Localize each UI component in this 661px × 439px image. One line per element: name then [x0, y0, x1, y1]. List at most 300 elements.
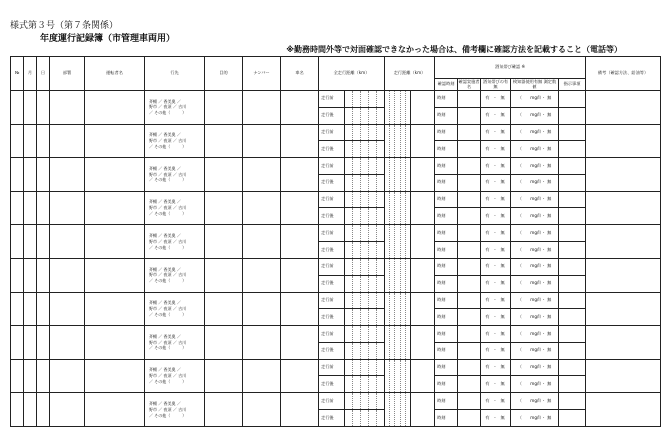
reading-return[interactable]: （ mg/l）・ 無 — [511, 174, 559, 191]
check-time-depart[interactable]: 時刻 — [435, 393, 458, 410]
odor-yes-no-return[interactable]: 有 ・ 無 — [481, 275, 511, 292]
reading-return[interactable]: （ mg/l）・ 無 — [511, 241, 559, 258]
cell-driver[interactable] — [85, 292, 145, 326]
cell-destination[interactable] — [145, 326, 205, 360]
check-time-depart[interactable]: 時刻 — [435, 158, 458, 175]
check-time-return[interactable]: 時刻 — [435, 174, 458, 191]
cell-driver[interactable] — [85, 91, 145, 125]
cell-plate[interactable] — [243, 292, 281, 326]
odometer-return-field[interactable] — [345, 141, 385, 158]
destination-line-1: 斉暢 ／ 香美奥 ／ — [149, 199, 181, 205]
cell-day[interactable] — [37, 124, 50, 158]
header-dept: 部署 — [50, 57, 85, 91]
odor-yes-no-depart[interactable]: 有 ・ 無 — [481, 326, 511, 343]
reading-depart[interactable]: （ mg/l）・ 無 — [511, 292, 559, 309]
reading-depart[interactable]: （ mg/l）・ 無 — [511, 191, 559, 208]
depart-label: 走行前 — [319, 91, 345, 108]
header-distance: 走行距離（km） — [385, 57, 435, 91]
table-row — [11, 258, 661, 275]
cell-remarks[interactable] — [586, 393, 661, 427]
header-check-time: 確認時刻 — [435, 79, 458, 91]
confirmer-return[interactable] — [458, 309, 481, 326]
instruction-depart[interactable] — [559, 326, 586, 343]
cell-dept[interactable] — [50, 91, 85, 125]
cell-dept[interactable] — [50, 326, 85, 360]
destination-line-2: 野市 ／ 夜須 ／ 吉川 — [149, 171, 187, 177]
cell-dept[interactable] — [50, 359, 85, 393]
reading-return[interactable]: （ mg/l）・ 無 — [511, 342, 559, 359]
instruction-depart[interactable] — [559, 393, 586, 410]
confirmer-return[interactable] — [458, 141, 481, 158]
cell-day[interactable] — [37, 91, 50, 125]
cell-no[interactable] — [11, 393, 24, 427]
destination-line-1: 斉暢 ／ 香美奥 ／ — [149, 132, 181, 138]
table-row — [11, 393, 661, 410]
check-time-depart[interactable]: 時刻 — [435, 326, 458, 343]
instruction-return[interactable] — [559, 342, 586, 359]
confirmer-depart[interactable] — [458, 225, 481, 242]
cell-no[interactable] — [11, 225, 24, 259]
cell-remarks[interactable] — [586, 359, 661, 393]
instruction-return[interactable] — [559, 309, 586, 326]
confirmer-return[interactable] — [458, 275, 481, 292]
cell-purpose[interactable] — [205, 393, 243, 427]
distance-field[interactable] — [385, 158, 411, 192]
confirmer-return[interactable] — [458, 376, 481, 393]
confirmer-return[interactable] — [458, 208, 481, 225]
instruction-depart[interactable] — [559, 292, 586, 309]
cell-no[interactable] — [11, 191, 24, 225]
cell-destination[interactable] — [145, 91, 205, 125]
distance-field[interactable] — [385, 359, 411, 393]
destination-line-3: ／ その他（ ） — [149, 110, 187, 116]
odor-yes-no-return[interactable]: 有 ・ 無 — [481, 376, 511, 393]
cell-driver[interactable] — [85, 158, 145, 192]
cell-dept[interactable] — [50, 225, 85, 259]
distance-field-2[interactable] — [411, 258, 435, 292]
odor-yes-no-return[interactable]: 有 ・ 無 — [481, 309, 511, 326]
check-time-depart[interactable]: 時刻 — [435, 124, 458, 141]
cell-driver[interactable] — [85, 258, 145, 292]
return-label: 走行後 — [319, 376, 345, 393]
odometer-return-field[interactable] — [345, 174, 385, 191]
odor-yes-no-depart[interactable]: 有 ・ 無 — [481, 292, 511, 309]
cell-month[interactable] — [24, 91, 37, 125]
cell-destination[interactable] — [145, 191, 205, 225]
reading-depart[interactable]: （ mg/l）・ 無 — [511, 91, 559, 108]
odor-yes-no-return[interactable]: 有 ・ 無 — [481, 107, 511, 124]
cell-driver[interactable] — [85, 326, 145, 360]
destination-line-1: 斉暢 ／ 香美奥 ／ — [149, 266, 181, 272]
cell-driver[interactable] — [85, 225, 145, 259]
cell-month[interactable] — [24, 191, 37, 225]
cell-dept[interactable] — [50, 258, 85, 292]
destination-line-2: 野市 ／ 夜須 ／ 吉川 — [149, 373, 187, 379]
odor-yes-no-depart[interactable]: 有 ・ 無 — [481, 91, 511, 108]
header-no: № — [11, 57, 24, 91]
cell-no[interactable] — [11, 292, 24, 326]
instruction-return[interactable] — [559, 141, 586, 158]
cell-day[interactable] — [37, 191, 50, 225]
check-time-depart[interactable]: 時刻 — [435, 191, 458, 208]
check-time-return[interactable]: 時刻 — [435, 107, 458, 124]
table-row — [11, 124, 661, 141]
distance-field[interactable] — [385, 124, 411, 158]
cell-remarks[interactable] — [586, 225, 661, 259]
cell-remarks[interactable] — [586, 91, 661, 125]
cell-remarks[interactable] — [586, 124, 661, 158]
reading-return[interactable]: （ mg/l）・ 無 — [511, 275, 559, 292]
check-time-return[interactable]: 時刻 — [435, 208, 458, 225]
cell-month[interactable] — [24, 292, 37, 326]
instruction-return[interactable] — [559, 241, 586, 258]
confirmer-return[interactable] — [458, 342, 481, 359]
header-driver: 運転者名 — [85, 57, 145, 91]
odor-yes-no-depart[interactable]: 有 ・ 無 — [481, 191, 511, 208]
cell-remarks[interactable] — [586, 191, 661, 225]
cell-dept[interactable] — [50, 292, 85, 326]
check-time-return[interactable]: 時刻 — [435, 309, 458, 326]
odometer-depart-field[interactable] — [345, 91, 385, 108]
instruction-return[interactable] — [559, 376, 586, 393]
cell-destination[interactable] — [145, 393, 205, 427]
reading-return[interactable]: （ mg/l）・ 無 — [511, 409, 559, 426]
cell-no[interactable] — [11, 91, 24, 125]
driving-log-table — [10, 56, 661, 427]
cell-plate[interactable] — [243, 326, 281, 360]
cell-no[interactable] — [11, 124, 24, 158]
header-instruction: 指示事項 — [559, 79, 586, 91]
confirmer-depart[interactable] — [458, 91, 481, 108]
cell-day[interactable] — [37, 326, 50, 360]
cell-vehicle[interactable] — [281, 191, 319, 225]
destination-line-2: 野市 ／ 夜須 ／ 吉川 — [149, 104, 187, 110]
check-time-return[interactable]: 時刻 — [435, 141, 458, 158]
odometer-return-field[interactable] — [345, 342, 385, 359]
cell-month[interactable] — [24, 225, 37, 259]
cell-month[interactable] — [24, 258, 37, 292]
distance-field-2[interactable] — [411, 359, 435, 393]
odometer-depart-field[interactable] — [345, 258, 385, 275]
check-time-return[interactable]: 時刻 — [435, 241, 458, 258]
distance-field[interactable] — [385, 191, 411, 225]
reading-return[interactable]: （ mg/l）・ 無 — [511, 376, 559, 393]
distance-field-2[interactable] — [411, 91, 435, 125]
check-time-depart[interactable]: 時刻 — [435, 359, 458, 376]
header-alcohol-check: 酒気帯び確認 ※ — [435, 57, 586, 79]
cell-dept[interactable] — [50, 393, 85, 427]
confirmer-depart[interactable] — [458, 292, 481, 309]
cell-vehicle[interactable] — [281, 225, 319, 259]
cell-purpose[interactable] — [205, 124, 243, 158]
header-odor: 酒気帯びの有無 — [481, 79, 511, 91]
destination-line-1: 斉暢 ／ 香美奥 ／ — [149, 165, 181, 171]
odor-yes-no-return[interactable]: 有 ・ 無 — [481, 409, 511, 426]
confirmer-depart[interactable] — [458, 359, 481, 376]
cell-plate[interactable] — [243, 91, 281, 125]
check-time-depart[interactable]: 時刻 — [435, 292, 458, 309]
cell-vehicle[interactable] — [281, 393, 319, 427]
destination-line-2: 野市 ／ 夜須 ／ 吉川 — [149, 406, 187, 412]
destination-line-2: 野市 ／ 夜須 ／ 吉川 — [149, 339, 187, 345]
check-time-depart[interactable]: 時刻 — [435, 91, 458, 108]
cell-day[interactable] — [37, 158, 50, 192]
cell-dept[interactable] — [50, 191, 85, 225]
instruction-depart[interactable] — [559, 158, 586, 175]
odor-yes-no-depart[interactable]: 有 ・ 無 — [481, 393, 511, 410]
odometer-depart-field[interactable] — [345, 191, 385, 208]
odor-yes-no-depart[interactable]: 有 ・ 無 — [481, 158, 511, 175]
confirmer-return[interactable] — [458, 174, 481, 191]
return-label: 走行後 — [319, 409, 345, 426]
check-time-return[interactable]: 時刻 — [435, 376, 458, 393]
instruction-return[interactable] — [559, 107, 586, 124]
distance-field[interactable] — [385, 225, 411, 259]
odor-yes-no-return[interactable]: 有 ・ 無 — [481, 208, 511, 225]
cell-remarks[interactable] — [586, 292, 661, 326]
instruction-return[interactable] — [559, 409, 586, 426]
cell-vehicle[interactable] — [281, 124, 319, 158]
reading-return[interactable]: （ mg/l）・ 無 — [511, 309, 559, 326]
cell-driver[interactable] — [85, 359, 145, 393]
destination-line-1: 斉暢 ／ 香美奥 ／ — [149, 400, 181, 406]
destination-line-3: ／ その他（ ） — [149, 345, 187, 351]
destination-line-1: 斉暢 ／ 香美奥 ／ — [149, 333, 181, 339]
odometer-return-field[interactable] — [345, 376, 385, 393]
instruction-return[interactable] — [559, 208, 586, 225]
destination-line-1: 斉暢 ／ 香美奥 ／ — [149, 232, 181, 238]
cell-month[interactable] — [24, 158, 37, 192]
cell-day[interactable] — [37, 393, 50, 427]
odor-yes-no-return[interactable]: 有 ・ 無 — [481, 174, 511, 191]
cell-plate[interactable] — [243, 124, 281, 158]
odometer-return-field[interactable] — [345, 208, 385, 225]
cell-plate[interactable] — [243, 258, 281, 292]
instruction-depart[interactable] — [559, 225, 586, 242]
cell-month[interactable] — [24, 326, 37, 360]
odor-yes-no-return[interactable]: 有 ・ 無 — [481, 141, 511, 158]
cell-destination[interactable] — [145, 158, 205, 192]
return-label: 走行後 — [319, 208, 345, 225]
check-time-depart[interactable]: 時刻 — [435, 225, 458, 242]
reading-depart[interactable]: （ mg/l）・ 無 — [511, 258, 559, 275]
odor-yes-no-depart[interactable]: 有 ・ 無 — [481, 225, 511, 242]
cell-no[interactable] — [11, 326, 24, 360]
cell-purpose[interactable] — [205, 191, 243, 225]
cell-vehicle[interactable] — [281, 292, 319, 326]
distance-field[interactable] — [385, 326, 411, 360]
confirmer-depart[interactable] — [458, 258, 481, 275]
confirmer-depart[interactable] — [458, 124, 481, 141]
odor-yes-no-depart[interactable]: 有 ・ 無 — [481, 359, 511, 376]
check-time-return[interactable]: 時刻 — [435, 275, 458, 292]
destination-line-3: ／ その他（ ） — [149, 378, 187, 384]
instruction-depart[interactable] — [559, 258, 586, 275]
confirmer-depart[interactable] — [458, 326, 481, 343]
distance-field-2[interactable] — [411, 124, 435, 158]
cell-day[interactable] — [37, 258, 50, 292]
check-time-return[interactable]: 時刻 — [435, 342, 458, 359]
header-reading: 検知器使用有無 測定数値 — [511, 79, 559, 91]
depart-label: 走行前 — [319, 326, 345, 343]
cell-plate[interactable] — [243, 158, 281, 192]
table-row — [11, 91, 661, 108]
cell-no[interactable] — [11, 258, 24, 292]
return-label: 走行後 — [319, 275, 345, 292]
distance-field-2[interactable] — [411, 225, 435, 259]
confirmer-return[interactable] — [458, 409, 481, 426]
cell-day[interactable] — [37, 292, 50, 326]
table-row — [11, 158, 661, 175]
odometer-depart-field[interactable] — [345, 292, 385, 309]
cell-month[interactable] — [24, 393, 37, 427]
instruction-return[interactable] — [559, 174, 586, 191]
reading-depart[interactable]: （ mg/l）・ 無 — [511, 326, 559, 343]
cell-no[interactable] — [11, 359, 24, 393]
cell-month[interactable] — [24, 124, 37, 158]
destination-line-2: 野市 ／ 夜須 ／ 吉川 — [149, 137, 187, 143]
cell-vehicle[interactable] — [281, 359, 319, 393]
destination-line-1: 斉暢 ／ 香美奥 ／ — [149, 300, 181, 306]
cell-destination[interactable] — [145, 359, 205, 393]
depart-label: 走行前 — [319, 393, 345, 410]
cell-purpose[interactable] — [205, 292, 243, 326]
instruction-depart[interactable] — [559, 124, 586, 141]
header-remarks: 備考（確認方法、給油等） — [586, 57, 661, 91]
cell-plate[interactable] — [243, 393, 281, 427]
check-time-return[interactable]: 時刻 — [435, 409, 458, 426]
cell-purpose[interactable] — [205, 359, 243, 393]
destination-line-3: ／ その他（ ） — [149, 177, 187, 183]
odometer-depart-field[interactable] — [345, 225, 385, 242]
confirmer-depart[interactable] — [458, 191, 481, 208]
distance-field[interactable] — [385, 258, 411, 292]
cell-driver[interactable] — [85, 191, 145, 225]
distance-field-2[interactable] — [411, 393, 435, 427]
reading-depart[interactable]: （ mg/l）・ 無 — [511, 158, 559, 175]
cell-purpose[interactable] — [205, 91, 243, 125]
return-label: 走行後 — [319, 174, 345, 191]
confirmer-return[interactable] — [458, 241, 481, 258]
instruction-depart[interactable] — [559, 191, 586, 208]
header-day: 日 — [37, 57, 50, 91]
destination-line-3: ／ その他（ ） — [149, 143, 187, 149]
header-month: 月 — [24, 57, 37, 91]
cell-destination[interactable] — [145, 225, 205, 259]
cell-dept[interactable] — [50, 158, 85, 192]
odor-yes-no-return[interactable]: 有 ・ 無 — [481, 342, 511, 359]
cell-vehicle[interactable] — [281, 326, 319, 360]
odometer-return-field[interactable] — [345, 409, 385, 426]
distance-field[interactable] — [385, 292, 411, 326]
odor-yes-no-depart[interactable]: 有 ・ 無 — [481, 258, 511, 275]
header-purpose: 目的 — [205, 57, 243, 91]
cell-destination[interactable] — [145, 124, 205, 158]
cell-day[interactable] — [37, 359, 50, 393]
odometer-depart-field[interactable] — [345, 158, 385, 175]
header-plate: ナンバー — [243, 57, 281, 91]
return-label: 走行後 — [319, 241, 345, 258]
cell-vehicle[interactable] — [281, 258, 319, 292]
cell-remarks[interactable] — [586, 326, 661, 360]
check-time-depart[interactable]: 時刻 — [435, 258, 458, 275]
destination-line-2: 野市 ／ 夜須 ／ 吉川 — [149, 205, 187, 211]
cell-plate[interactable] — [243, 359, 281, 393]
cell-day[interactable] — [37, 225, 50, 259]
instruction-note: ※勤務時間外等で対面確認できなかった場合は、備考欄に確認方法を記載すること（電話等） — [286, 45, 622, 54]
cell-vehicle[interactable] — [281, 91, 319, 125]
destination-line-3: ／ その他（ ） — [149, 278, 187, 284]
instruction-depart[interactable] — [559, 91, 586, 108]
odometer-return-field[interactable] — [345, 309, 385, 326]
cell-purpose[interactable] — [205, 258, 243, 292]
odometer-return-field[interactable] — [345, 275, 385, 292]
odor-yes-no-return[interactable]: 有 ・ 無 — [481, 241, 511, 258]
reading-return[interactable]: （ mg/l）・ 無 — [511, 208, 559, 225]
distance-field-2[interactable] — [411, 326, 435, 360]
cell-remarks[interactable] — [586, 258, 661, 292]
reading-depart[interactable]: （ mg/l）・ 無 — [511, 225, 559, 242]
reading-depart[interactable]: （ mg/l）・ 無 — [511, 124, 559, 141]
depart-label: 走行前 — [319, 359, 345, 376]
odor-yes-no-depart[interactable]: 有 ・ 無 — [481, 124, 511, 141]
cell-purpose[interactable] — [205, 158, 243, 192]
distance-field-2[interactable] — [411, 191, 435, 225]
reading-depart[interactable]: （ mg/l）・ 無 — [511, 359, 559, 376]
distance-field-2[interactable] — [411, 158, 435, 192]
table-row — [11, 225, 661, 242]
odometer-return-field[interactable] — [345, 241, 385, 258]
distance-field[interactable] — [385, 91, 411, 125]
destination-line-3: ／ その他（ ） — [149, 311, 187, 317]
confirmer-depart[interactable] — [458, 393, 481, 410]
cell-vehicle[interactable] — [281, 158, 319, 192]
destination-line-3: ／ その他（ ） — [149, 412, 187, 418]
header-vehicle: 車名 — [281, 57, 319, 91]
reading-depart[interactable]: （ mg/l）・ 無 — [511, 393, 559, 410]
cell-dept[interactable] — [50, 124, 85, 158]
confirmer-depart[interactable] — [458, 158, 481, 175]
distance-field[interactable] — [385, 393, 411, 427]
cell-plate[interactable] — [243, 225, 281, 259]
odometer-depart-field[interactable] — [345, 124, 385, 141]
confirmer-return[interactable] — [458, 107, 481, 124]
odometer-depart-field[interactable] — [345, 326, 385, 343]
header-confirmer: 確認実施者名 — [458, 78, 480, 89]
cell-purpose[interactable] — [205, 225, 243, 259]
cell-driver[interactable] — [85, 124, 145, 158]
cell-plate[interactable] — [243, 191, 281, 225]
cell-destination[interactable] — [145, 258, 205, 292]
instruction-return[interactable] — [559, 275, 586, 292]
reading-return[interactable]: （ mg/l）・ 無 — [511, 141, 559, 158]
distance-field-2[interactable] — [411, 292, 435, 326]
instruction-depart[interactable] — [559, 359, 586, 376]
cell-no[interactable] — [11, 158, 24, 192]
cell-driver[interactable] — [85, 393, 145, 427]
reading-return[interactable]: （ mg/l）・ 無 — [511, 107, 559, 124]
cell-purpose[interactable] — [205, 326, 243, 360]
cell-destination[interactable] — [145, 292, 205, 326]
odometer-return-field[interactable] — [345, 107, 385, 124]
cell-month[interactable] — [24, 359, 37, 393]
cell-remarks[interactable] — [586, 158, 661, 192]
destination-line-3: ／ その他（ ） — [149, 210, 187, 216]
odometer-depart-field[interactable] — [345, 393, 385, 410]
depart-label: 走行前 — [319, 124, 345, 141]
odometer-depart-field[interactable] — [345, 359, 385, 376]
header-odometer: 全走行距離（km） — [319, 57, 385, 91]
